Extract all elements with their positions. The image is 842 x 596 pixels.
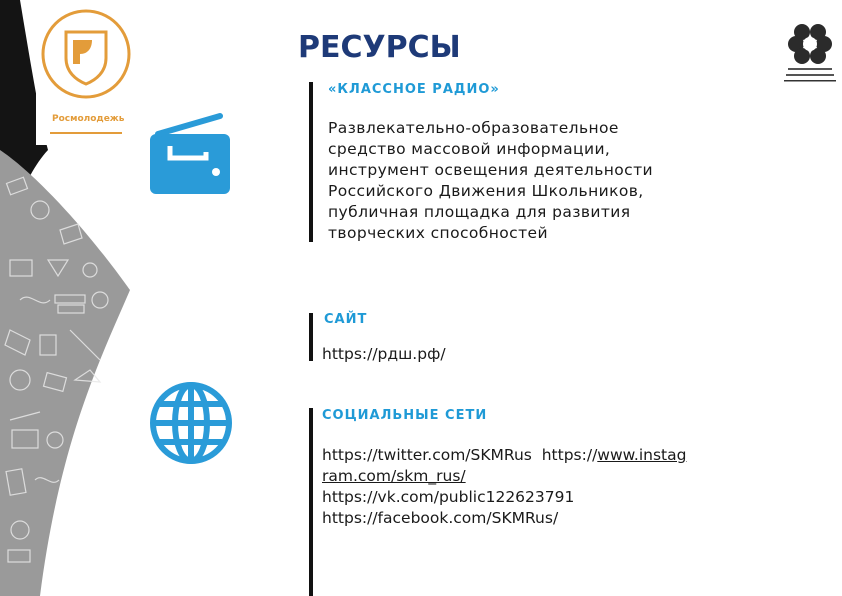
- site-section-bar: [309, 313, 313, 361]
- rosmolodezh-logo: [40, 8, 132, 100]
- radio-desc-line: Развлекательно-образовательное: [328, 119, 619, 137]
- social-section-title: СОЦИАЛЬНЫЕ СЕТИ: [322, 408, 488, 423]
- radio-section-title: «КЛАССНОЕ РАДИО»: [328, 82, 500, 97]
- rdsh-emblem: [782, 14, 838, 86]
- radio-desc-line: средство массовой информации,: [328, 140, 611, 158]
- twitter-link[interactable]: https://twitter.com/SKMRus: [322, 446, 532, 464]
- instagram-link-part-2[interactable]: ram.com/skm_rus/: [322, 467, 466, 485]
- vk-link[interactable]: https://vk.com/public122623791: [322, 488, 575, 506]
- instagram-prefix: https://: [541, 446, 598, 464]
- logo-label: Росмолодежь: [52, 114, 125, 124]
- radio-icon: [148, 112, 232, 196]
- radio-desc-line: инструмент освещения деятельности: [328, 161, 653, 179]
- radio-desc-line: творческих способностей: [328, 224, 548, 242]
- page-title: РЕСУРСЫ: [298, 30, 461, 65]
- globe-icon: [148, 380, 234, 466]
- site-link[interactable]: https://рдш.рф/: [322, 345, 446, 363]
- radio-desc-line: публичная площадка для развития: [328, 203, 631, 221]
- social-links: [322, 445, 772, 529]
- radio-desc-line: Российского Движения Школьников,: [328, 182, 644, 200]
- radio-section-bar: [309, 82, 313, 242]
- logo-underline: [50, 132, 122, 134]
- site-section-title: САЙТ: [324, 312, 368, 327]
- facebook-link[interactable]: https://facebook.com/SKMRus/: [322, 509, 559, 527]
- social-section-bar: [309, 408, 313, 596]
- radio-description: [328, 118, 748, 244]
- instagram-link-part-1[interactable]: www.instag: [597, 446, 687, 464]
